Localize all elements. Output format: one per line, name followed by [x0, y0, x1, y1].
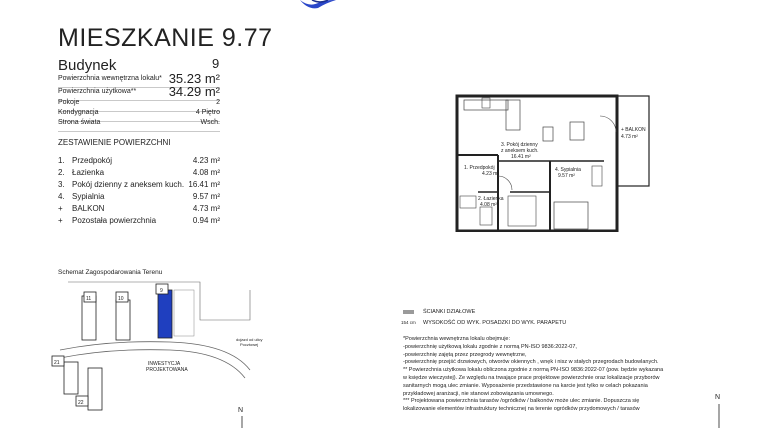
room-name: Przedpokój	[72, 156, 113, 165]
plan-label-hall: 1. Przedpokój	[464, 165, 495, 171]
site-plan-heading: Schemat Zagospodarowania Terenu	[58, 269, 163, 276]
north-marker: N	[715, 394, 721, 401]
detail-label: Powierzchnia wewnętrzna lokalu*	[58, 75, 162, 82]
north-marker: N	[238, 407, 244, 414]
plan-label-bath-area: 4.08 m²	[480, 202, 497, 208]
room-number: 3.	[58, 180, 65, 189]
washbasin	[460, 196, 476, 208]
room-area: 4.73 m²	[192, 204, 220, 213]
room-number: 4.	[58, 192, 65, 201]
sofa	[570, 122, 584, 140]
legend-height-mark: 154 cm	[401, 320, 416, 325]
room-name: Pozostała powierzchnia	[72, 216, 157, 225]
note-line: -powierzchnię zajętą przez przegrody wewnętrzne,	[403, 351, 527, 358]
building-number: 9	[160, 288, 163, 294]
detail-label: Pokoje	[58, 99, 80, 106]
table	[543, 127, 553, 141]
notes-block	[403, 336, 733, 414]
note-line: -powierzchnię użytkową lokalu zgodnie z normą PN-ISO 9836:2022-07,	[403, 343, 577, 350]
road-label: Pocztowej	[240, 342, 259, 347]
plan-label-living-area: 16.41 m²	[511, 154, 531, 160]
building-outline	[82, 296, 96, 340]
detail-label: Powierzchnia użytkowa**	[58, 88, 137, 95]
plan-label-bedroom-area: 9.57 m²	[558, 173, 575, 179]
plan-label-balcony: + BALKON	[621, 127, 646, 133]
building-number: 21	[54, 360, 60, 366]
note-line: sanitarnych mogą ulec zmianie. Wyposażenie przedstawione na karcie jest tylko w celach pokazania	[403, 382, 648, 389]
investment-label: INWESTYCJA	[148, 361, 181, 367]
note-line: *Powierzchnia wewnętrzna lokalu obejmuje:	[403, 336, 511, 342]
room-area: 4.23 m²	[192, 156, 220, 165]
plan-label-bath: 2. Łazienka	[478, 196, 504, 202]
shower	[480, 207, 492, 225]
legend-height-text: WYSOKOŚĆ OD WYK. POSADZKI DO WYK. PARAPETU	[423, 320, 567, 326]
door-swing	[600, 116, 616, 132]
room-number: 1.	[58, 156, 65, 165]
detail-label: Strona świata	[58, 119, 101, 126]
plan-label-balcony-area: 4.73 m²	[621, 134, 638, 140]
building-highlighted	[158, 290, 172, 338]
kitchen-counter	[464, 100, 508, 110]
building-outline	[116, 300, 130, 340]
detail-value: 35.23 m²	[168, 71, 220, 86]
room-number: +	[58, 216, 63, 225]
balcony-outline	[617, 96, 649, 186]
note-line: ** Powierzchnia użytkowa lokalu obliczona zgodnie z normą PN-ISO 9836:2022-07 (pow. będzie wykazana	[403, 367, 664, 374]
room-area: 9.57 m²	[192, 192, 220, 201]
plan-label-bedroom: 4. Sypialnia	[555, 167, 581, 173]
note-line: -powierzchnię przejść drzwiowych, otworów okiennych , wnęk i nisz w stałych przegrodach budowlanych.	[403, 359, 659, 366]
plan-label-hall-area: 4.23 m²	[482, 171, 499, 177]
room-name: BALKON	[72, 204, 105, 213]
road-label: dojazd od ulicy	[236, 337, 263, 342]
site-plan	[50, 280, 280, 428]
floor-plan	[450, 92, 660, 232]
note-line: lokalizowanie elementów infrastruktury technicznej na terenie ogródków przydomowych / tarasów	[403, 406, 640, 413]
detail-value: Wsch.	[200, 119, 220, 126]
page-title: MIESZKANIE 9.77	[58, 24, 273, 52]
room-number: +	[58, 204, 63, 213]
plan-label-living: 3. Pokój dzienny	[501, 142, 538, 148]
room-name: Sypialnia	[72, 192, 105, 201]
detail-value: 2	[216, 99, 220, 106]
investment-label: PROJEKTOWANA	[146, 367, 188, 373]
room-area: 0.94 m²	[192, 216, 220, 225]
wardrobe	[592, 166, 602, 186]
building-label: Budynek	[58, 57, 117, 74]
fridge	[482, 98, 490, 108]
detail-label: Kondygnacja	[58, 109, 99, 116]
building-outline	[64, 362, 78, 394]
north-arrow-icon	[239, 416, 245, 428]
outer-wall	[457, 96, 617, 231]
building-outline	[88, 368, 102, 410]
detail-row-orientation	[58, 119, 220, 132]
building-number: 22	[78, 400, 84, 406]
room-name: Pokój dzienny z aneksem kuch.	[72, 180, 185, 189]
partition-wall-swatch	[403, 310, 414, 314]
door-swing	[498, 176, 512, 190]
room-row	[58, 216, 220, 229]
room-number: 2.	[58, 168, 65, 177]
building-value: 9	[212, 56, 220, 71]
bed	[554, 202, 588, 229]
detail-value: 4 Piętro	[195, 109, 220, 116]
parking	[174, 290, 194, 336]
legend-walls: ŚCIANKI DZIAŁOWE	[423, 309, 476, 315]
building-number: 11	[86, 296, 92, 302]
detail-value: 34.29 m²	[168, 84, 220, 99]
rooms-heading: ZESTAWIENIE POWIERZCHNI	[58, 138, 171, 147]
logo-mark	[298, 0, 338, 10]
plan-label-living-sub: z aneksem kuch.	[501, 148, 539, 154]
note-line: w księdze wieczystej). Ze względu na trwające prace projektowe powierzchnie oraz lokalizacje przyborów	[403, 374, 660, 381]
room-area: 16.41 m²	[188, 180, 220, 189]
wardrobe	[508, 196, 536, 226]
room-name: Łazienka	[72, 168, 105, 177]
note-line: przykładowej aranżacji, nie stanowi zobowiązania umownego.	[403, 390, 554, 397]
room-area: 4.08 m²	[192, 168, 220, 177]
note-line: *** Projektowana powierzchnia tarasów /ogródków / balkonów może ulec zmianie. Dopuszcza się	[403, 398, 640, 405]
building-number: 10	[118, 296, 124, 302]
